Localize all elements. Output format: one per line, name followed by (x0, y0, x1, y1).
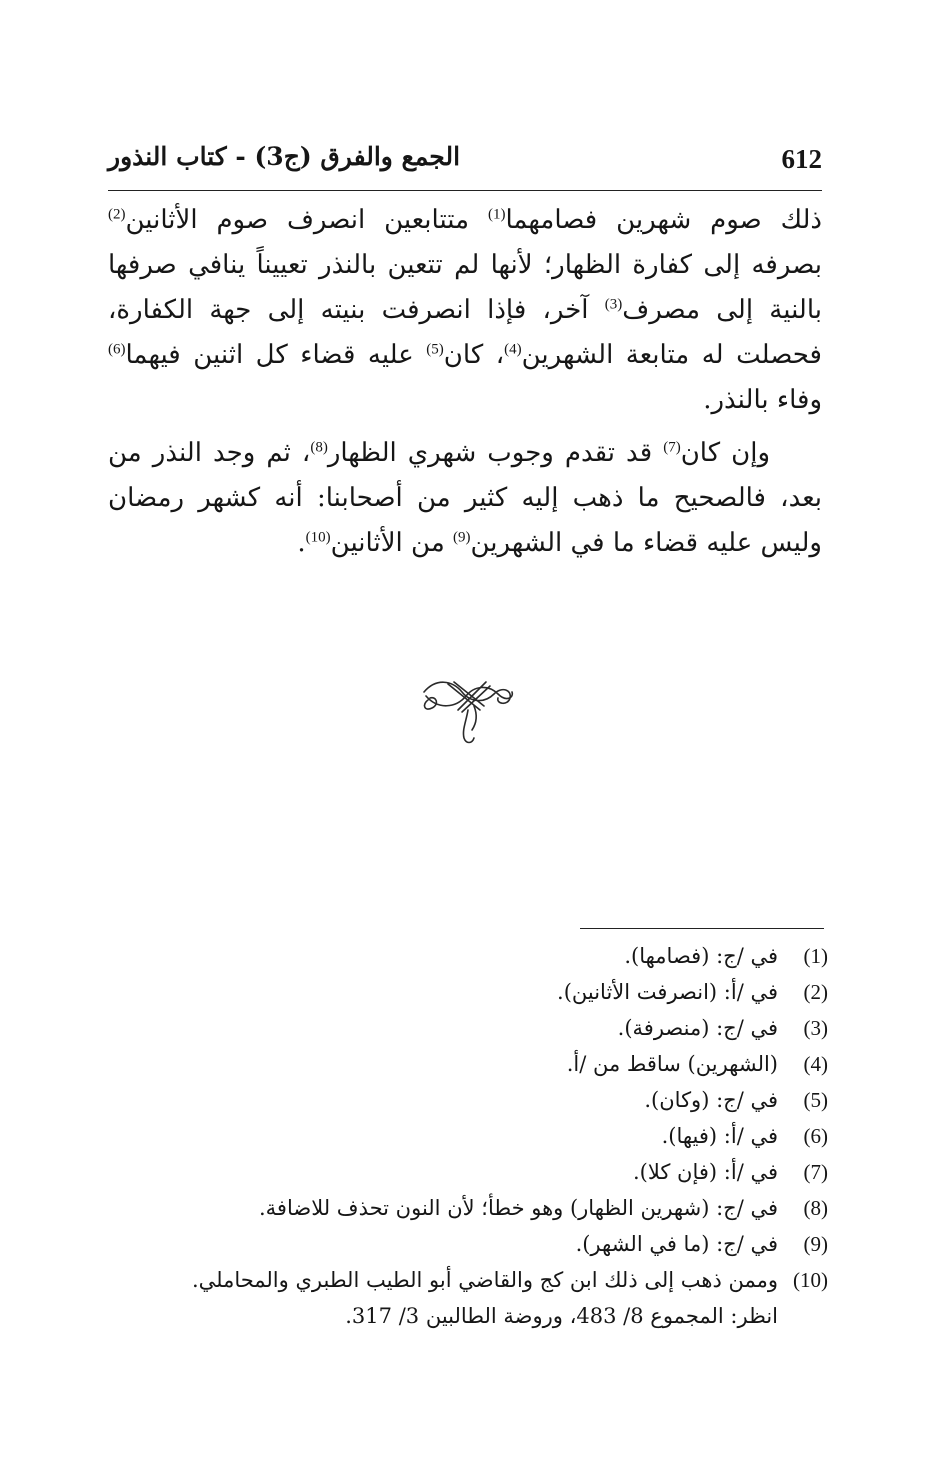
text-segment: . (297, 528, 306, 558)
footnote-number: (9) (803, 1232, 828, 1256)
text-segment: ، كان (443, 340, 505, 370)
running-header (108, 140, 822, 186)
footnote-ref: (2) (108, 206, 126, 223)
text-segment: وإن كان (680, 438, 770, 468)
footnote-number: (2) (803, 980, 828, 1004)
footnote-separator (580, 928, 824, 929)
decorative-flourish-icon (418, 670, 518, 748)
page-number: 612 (781, 144, 822, 174)
footnote-text: في /أ: (فإن كلا). (632, 1160, 778, 1184)
footnote-text: في /ج: (منصرفة). (617, 1016, 778, 1040)
footnote-2 (180, 974, 828, 1010)
footnotes (180, 938, 828, 1334)
footnote-text: في /ج: (وكان). (644, 1088, 778, 1112)
footnote-number: (6) (803, 1124, 828, 1148)
footnote-1 (180, 938, 828, 974)
text-segment: متتابعين انصرف صوم الأثانين (125, 205, 488, 235)
footnote-ref: (10) (305, 529, 331, 546)
footnote-text: في /ج: (فصامها). (624, 944, 778, 968)
footnote-ref: (4) (504, 341, 522, 358)
text-segment: قد تقدم وجوب شهري الظهار (327, 438, 664, 468)
footnote-number: (7) (803, 1160, 828, 1184)
footnote-ref: (9) (453, 529, 471, 546)
footnote-text: في /ج: (شهرين الظهار) وهو خطأ؛ لأن النون تحذف للاضافة. (259, 1196, 778, 1220)
footnote-ref: (1) (487, 206, 506, 223)
footnote-text: (الشهرين) ساقط من /أ. (566, 1052, 778, 1076)
text-segment: ، ثم وجد النذر من بعد، فالصحيح ما ذهب إليه كثير من أصحابنا: أنه كشهر رمضان وليس عليه قضاء ما في الشهرين (108, 438, 822, 558)
footnote-ref: (7) (663, 439, 681, 456)
footnote-5 (180, 1082, 828, 1118)
main-text (108, 198, 822, 566)
footnote-number: (8) (803, 1196, 828, 1220)
text-segment: وفاء بالنذر. (703, 385, 822, 415)
footnote-6 (180, 1118, 828, 1154)
running-title: الجمع والفرق (ج3) - كتاب النذور (108, 142, 461, 171)
text-segment: عليه قضاء كل اثنين فيهما (125, 340, 427, 370)
text-segment: من الأثانين (330, 528, 454, 558)
footnote-ref: (5) (426, 341, 444, 358)
footnote-text: في /ج: (ما في الشهر). (575, 1232, 778, 1256)
footnote-3 (180, 1010, 828, 1046)
footnote-ref: (3) (604, 296, 623, 313)
text-segment: ذلك صوم شهرين فصامهما (505, 205, 822, 235)
footnote-7 (180, 1154, 828, 1190)
footnote-number: (10) (793, 1268, 828, 1292)
footnote-number: (1) (803, 944, 828, 968)
footnote-9 (180, 1226, 828, 1262)
header-rule (108, 190, 822, 191)
footnote-number: (3) (803, 1016, 828, 1040)
footnote-number: (4) (803, 1052, 828, 1076)
text-segment: آخر، فإذا انصرفت بنيته إلى جهة الكفارة، فحصلت له متابعة الشهرين (108, 295, 822, 370)
footnote-text: في /أ: (انصرفت الأثانين). (557, 980, 778, 1004)
text-segment: بصرفه إلى كفارة الظهار؛ لأنها لم تتعين بالنذر تعييناً ينافي صرفها بالنية إلى مصرف (108, 250, 822, 325)
footnote-number: (5) (803, 1088, 828, 1112)
paragraph-1 (108, 198, 822, 423)
footnote-ref: (8) (310, 439, 328, 456)
footnote-10-continuation: انظر: المجموع 8/ 483، وروضة الطالبين 3/ 317. (345, 1304, 778, 1328)
footnote-text: في /أ: (فيها). (661, 1124, 778, 1148)
footnote-4 (180, 1046, 828, 1082)
footnote-text: وممن ذهب إلى ذلك ابن كج والقاضي أبو الطيب الطبري والمحاملي. (191, 1268, 778, 1292)
footnote-ref: (6) (108, 341, 126, 358)
footnote-8 (180, 1190, 828, 1226)
paragraph-2 (108, 431, 822, 566)
footnote-10 (180, 1262, 828, 1298)
